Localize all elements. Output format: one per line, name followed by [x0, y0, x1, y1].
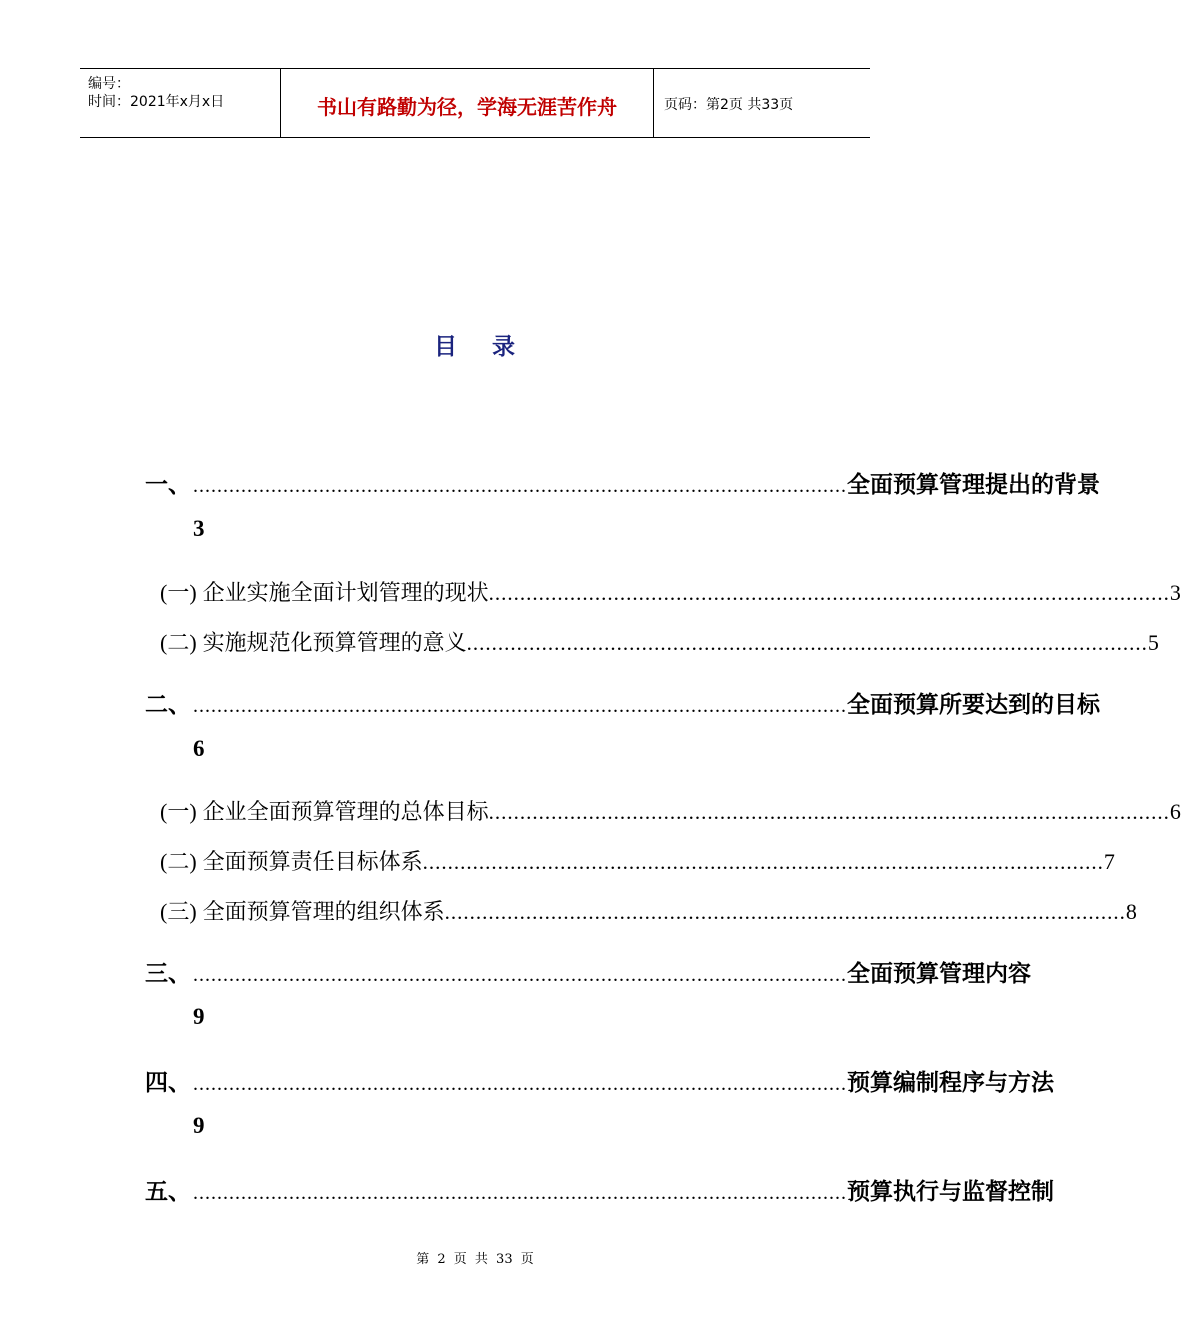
toc-entry-prefix: 四、: [145, 1070, 191, 1096]
toc-entry-2[interactable]: [145, 686, 1100, 719]
toc-entry-page: 5: [1147, 630, 1159, 655]
toc-title-char-1: 目: [434, 334, 458, 360]
toc-leader-dots: .............................................................................................................: [193, 1073, 847, 1095]
toc-entry-1[interactable]: [145, 466, 1100, 499]
toc-entry-1-2[interactable]: [160, 626, 1159, 657]
toc-entry-title: 全面预算管理内容: [847, 961, 1031, 987]
motto-text: 书山有路勤为径，学海无涯苦作舟: [317, 95, 617, 119]
toc-entry-title: 预算执行与监督控制: [847, 1179, 1054, 1205]
toc-entry-number: (二): [160, 630, 197, 655]
toc-entry-title: 全面预算责任目标体系: [202, 850, 423, 875]
toc-entry-page: 8: [1125, 899, 1137, 924]
toc-title-char-2: 录: [492, 334, 516, 360]
toc-entry-4[interactable]: [145, 1064, 1054, 1097]
toc-leader-dots: .............................................................................................................: [193, 475, 847, 497]
toc-entry-prefix: 二、: [145, 692, 191, 718]
toc-entry-5[interactable]: [145, 1173, 1054, 1206]
page-label: 页码：第2页 共33页: [664, 97, 794, 113]
toc-title: [0, 328, 950, 361]
header-meta-cell: [80, 69, 281, 137]
toc-entry-number: (一): [160, 799, 197, 824]
page-header: [80, 68, 870, 138]
toc-entry-page: 6: [1169, 799, 1181, 824]
toc-entry-2-2[interactable]: [160, 845, 1115, 876]
header-motto-cell: [281, 69, 654, 137]
header-page-cell: [654, 69, 870, 137]
toc-entry-title: 全面预算所要达到的目标: [847, 692, 1100, 718]
toc-entry-3[interactable]: [145, 955, 1031, 988]
toc-entry-4-page: 9: [193, 1113, 205, 1138]
toc-leader-dots: .............................................................................................................: [488, 581, 1170, 605]
toc-leader-dots: .............................................................................................................: [193, 964, 847, 986]
toc-entry-title: 实施规范化预算管理的意义: [202, 631, 467, 656]
toc-entry-prefix: 五、: [145, 1179, 191, 1205]
toc-leader-dots: .............................................................................................................: [193, 1182, 847, 1204]
toc-entry-prefix: 一、: [145, 472, 191, 498]
toc-entry-number: (一): [160, 580, 197, 605]
toc-entry-1-page: 3: [193, 516, 205, 541]
toc-leader-dots: .............................................................................................................: [193, 695, 847, 717]
toc-leader-dots: .............................................................................................................: [422, 850, 1104, 874]
toc-entry-title: 企业实施全面计划管理的现状: [202, 581, 489, 606]
serial-label: 编号：: [88, 76, 130, 92]
toc-entry-number: (二): [160, 849, 197, 874]
toc-entry-page: 7: [1103, 849, 1115, 874]
toc-leader-dots: .............................................................................................................: [488, 800, 1170, 824]
page-footer: 第 2 页 共 33 页: [416, 1252, 534, 1267]
toc-entry-title: 全面预算管理提出的背景: [847, 472, 1100, 498]
time-label: 时间：2021年x月x日: [88, 94, 225, 110]
toc-leader-dots: .............................................................................................................: [444, 900, 1126, 924]
toc-entry-title: 企业全面预算管理的总体目标: [202, 800, 489, 825]
toc-entry-page: 3: [1169, 580, 1181, 605]
toc-entry-2-3[interactable]: [160, 895, 1137, 926]
toc-entry-2-1[interactable]: [160, 795, 1181, 826]
toc-entry-1-1[interactable]: [160, 576, 1181, 607]
toc-entry-title: 全面预算管理的组织体系: [202, 900, 445, 925]
toc-leader-dots: .............................................................................................................: [466, 631, 1148, 655]
toc-entry-3-page: 9: [193, 1004, 205, 1029]
toc-entry-title: 预算编制程序与方法: [847, 1070, 1054, 1096]
toc-entry-number: (三): [160, 899, 197, 924]
toc-entry-2-page: 6: [193, 736, 205, 761]
toc-entry-prefix: 三、: [145, 961, 191, 987]
